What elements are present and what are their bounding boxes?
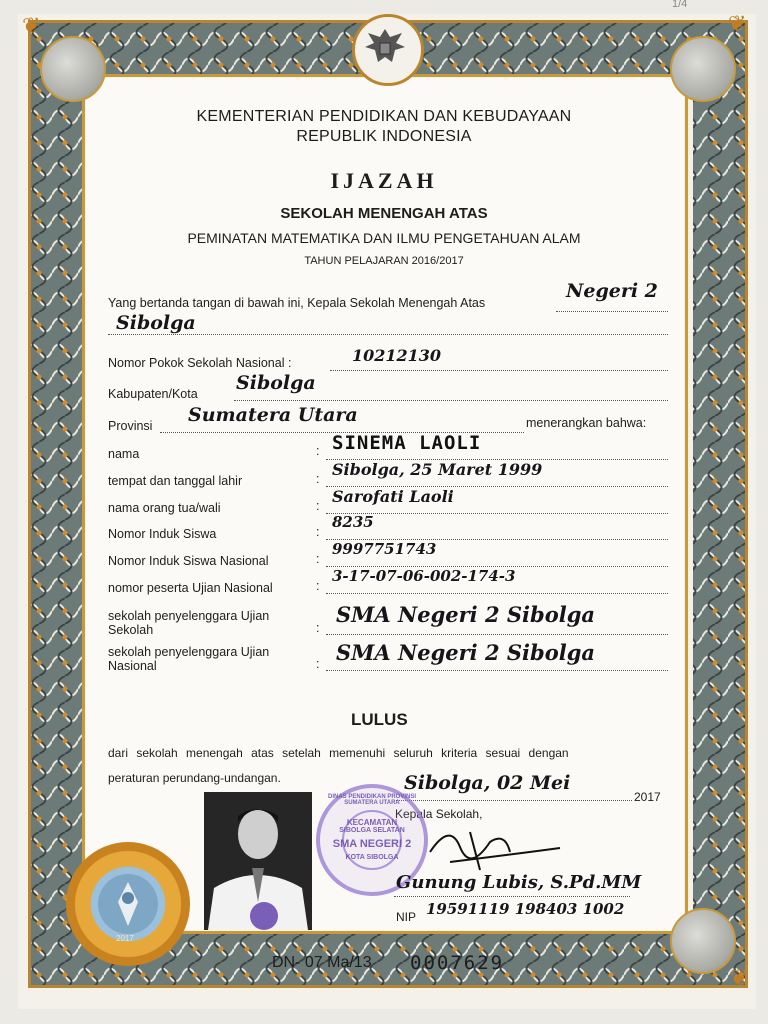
year-suffix: 2017 <box>634 790 661 804</box>
corner-flourish-icon: ❦ <box>728 12 747 37</box>
corner-medallion-bottom-right <box>670 908 736 974</box>
document-title: IJAZAH <box>330 168 438 193</box>
field-label: Nomor Induk Siswa <box>108 527 217 541</box>
principal-name: Gunung Lubis, S.Pd.MM <box>396 872 642 893</box>
country-name: REPUBLIK INDONESIA <box>296 128 472 145</box>
field-label: nama orang tua/wali <box>108 501 221 515</box>
garuda-emblem-icon <box>352 14 424 86</box>
corner-flourish-icon: ❦ <box>22 14 41 39</box>
field-value: Sibolga <box>236 372 316 394</box>
form-code: DN- 07 Ma/13 <box>272 954 372 971</box>
corner-medallion-top-right <box>670 36 736 102</box>
national-exam-organizer: SMA Negeri 2 Sibolga <box>336 640 595 665</box>
statement-line-1: dari sekolah menengah atas setelah memenuhi seluruh kriteria sesuai dengan <box>108 746 569 760</box>
statement-line-2: peraturan perundang-undangan. <box>108 771 281 785</box>
field-label: nama <box>108 447 140 461</box>
corner-mark: 1/4 <box>672 0 688 10</box>
field-suffix: menerangkan bahwa: <box>526 416 647 430</box>
field-label: nomor peserta Ujian Nasional <box>108 581 273 595</box>
field-label: sekolah penyelenggara Ujian Nasional <box>108 645 270 673</box>
tut-wuri-handayani-seal-icon: 2017 <box>66 842 190 966</box>
intro-label: Yang bertanda tangan di bawah ini, Kepala Sekolah Menengah Atas <box>108 296 486 310</box>
corner-medallion-top-left <box>40 36 106 102</box>
school-name-handwritten: Negeri 2 <box>566 280 658 302</box>
exam-participant-number: 3-17-07-06-002-174-3 <box>332 567 516 585</box>
nip-label: NIP <box>396 910 417 924</box>
field-label: sekolah penyelenggara Ujian Sekolah <box>108 609 270 637</box>
academic-year: TAHUN PELAJARAN 2016/2017 <box>304 255 464 267</box>
student-photo <box>204 792 312 930</box>
birth-place-date: Sibolga, 25 Maret 1999 <box>332 460 543 479</box>
nip-value: 19591119 198403 1002 <box>426 900 625 918</box>
student-number: 8235 <box>332 513 374 531</box>
school-stamp: DINAS PENDIDIKAN PROVINSI SUMATERA UTARA KECAMATAN SIBOLGA SELATAN SMA NEGERI 2 KOTA SIBOLGA <box>316 784 428 896</box>
result-status: LULUS <box>351 710 408 729</box>
program-name: PEMINATAN MATEMATIKA DAN ILMU PENGETAHUAN ALAM <box>187 230 581 246</box>
field-value: 10212130 <box>352 346 442 365</box>
ministry-name: KEMENTERIAN PENDIDIKAN DAN KEBUDAYAAN <box>196 108 572 125</box>
corner-flourish-icon: ❦ <box>730 966 749 991</box>
national-student-number: 9997751743 <box>332 540 437 558</box>
student-name: SINEMA LAOLI <box>332 432 482 454</box>
field-value: Sumatera Utara <box>188 404 358 426</box>
field-label: Kabupaten/Kota <box>108 387 198 401</box>
principal-title: Kepala Sekolah, <box>395 807 483 821</box>
school-level: SEKOLAH MENENGAH ATAS <box>280 205 488 222</box>
field-label: Nomor Pokok Sekolah Nasional : <box>108 356 292 370</box>
field-label: Provinsi <box>108 419 153 433</box>
field-label: Nomor Induk Siswa Nasional <box>108 554 269 568</box>
place-date-handwritten: Sibolga, 02 Mei <box>404 772 571 794</box>
field-label: tempat dan tanggal lahir <box>108 474 243 488</box>
serial-number: 0007629 <box>410 952 505 974</box>
school-exam-organizer: SMA Negeri 2 Sibolga <box>336 602 595 627</box>
school-city-handwritten: Sibolga <box>116 312 196 334</box>
parent-name: Sarofati Laoli <box>332 487 454 506</box>
